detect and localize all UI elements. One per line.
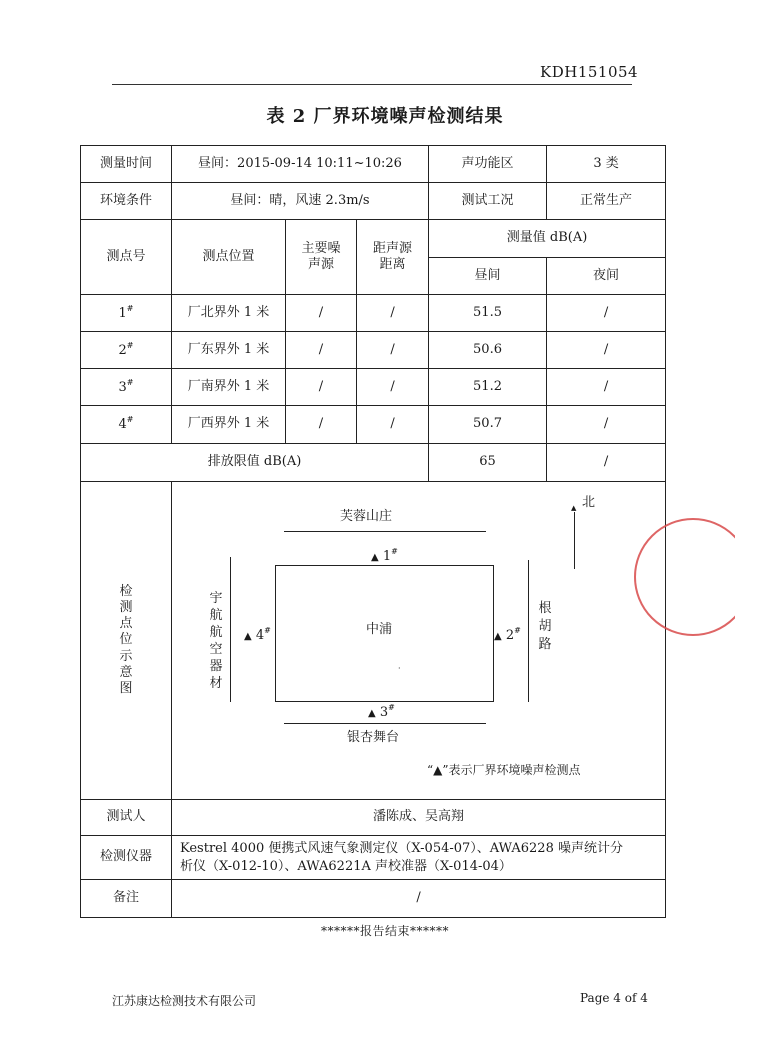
- col-head-distance-a: 距声源: [373, 240, 413, 256]
- col-head-distance-b: 距离: [379, 257, 406, 272]
- diagram-legend: “▲”表示厂界环境噪声检测点: [427, 763, 581, 777]
- point-day-value: 50.6: [429, 332, 547, 369]
- point-day-value: 51.2: [429, 369, 547, 406]
- col-head-night: 夜间: [547, 258, 666, 295]
- measure-time-label: 测量时间: [81, 146, 172, 183]
- point-distance: /: [357, 332, 429, 369]
- point-no: 3#: [81, 369, 172, 406]
- table-row: [81, 332, 666, 369]
- limit-day-value: 65: [429, 444, 547, 482]
- remark-label: 备注: [81, 880, 172, 918]
- point-position: 厂西界外 1 米: [172, 406, 286, 444]
- col-head-source-b: 声源: [307, 257, 334, 272]
- factory-name: 中浦: [366, 622, 393, 637]
- col-head-position: 测点位置: [172, 220, 286, 295]
- point-night-value: /: [547, 332, 666, 369]
- center-dot: ·: [398, 664, 401, 673]
- point-source: /: [286, 332, 357, 369]
- point-distance: /: [357, 406, 429, 444]
- table-row: [81, 369, 666, 406]
- tester-value: 潘陈成、吴高翔: [172, 800, 666, 836]
- function-zone-label: 声功能区: [429, 146, 547, 183]
- table-row: [81, 406, 666, 444]
- page-title: 表 2 厂界环境噪声检测结果: [266, 106, 504, 127]
- col-head-distance: [357, 220, 429, 295]
- point-night-value: /: [547, 295, 666, 332]
- south-road-line: [284, 723, 486, 724]
- environment-value: 昼间：晴，风速 2.3m/s: [172, 183, 429, 220]
- instrument-value: [172, 836, 666, 880]
- east-road-line: [528, 560, 529, 702]
- col-head-day: 昼间: [429, 258, 547, 295]
- point-source: /: [286, 369, 357, 406]
- operation-label: 测试工况: [429, 183, 547, 220]
- noise-result-table: [80, 145, 666, 918]
- point-position: 厂北界外 1 米: [172, 295, 286, 332]
- point-position: 厂南界外 1 米: [172, 369, 286, 406]
- north-road-label: 芙蓉山庄: [340, 509, 393, 524]
- limit-label: 排放限值 dB(A): [81, 444, 429, 482]
- north-label: 北: [582, 495, 596, 510]
- table-row: [81, 295, 666, 332]
- site-diagram-cell: [172, 482, 666, 800]
- point-night-value: /: [547, 406, 666, 444]
- diagram-label: 检 测 点 位 示 意 图: [81, 482, 172, 800]
- point-no: 1#: [81, 295, 172, 332]
- company-name: 江苏康达检测技术有限公司: [112, 994, 257, 1008]
- page-number: Page 4 of 4: [580, 991, 648, 1005]
- south-road-label: 银杏舞台: [347, 730, 400, 745]
- point-source: /: [286, 295, 357, 332]
- point-day-value: 51.5: [429, 295, 547, 332]
- measure-time-value: 昼间：2015-09-14 10:11~10:26: [172, 146, 429, 183]
- point-night-value: /: [547, 369, 666, 406]
- remark-value: /: [172, 880, 666, 918]
- north-road-line: [284, 531, 486, 532]
- point-3-marker: ▲ 3#: [368, 703, 395, 720]
- north-arrow-head: ▲: [571, 504, 577, 512]
- point-no: 4#: [81, 406, 172, 444]
- col-head-source: [286, 220, 357, 295]
- point-2-marker: ▲ 2#: [494, 626, 521, 643]
- point-position: 厂东界外 1 米: [172, 332, 286, 369]
- company-stamp: [605, 515, 735, 645]
- tester-label: 测试人: [81, 800, 172, 836]
- col-head-point: 测点号: [81, 220, 172, 295]
- environment-label: 环境条件: [81, 183, 172, 220]
- col-head-measure: 测量值 dB(A): [429, 220, 666, 258]
- instrument-line-2: 析仪（X-012-10）、AWA6221A 声校准器（X-014-04）: [180, 858, 512, 874]
- point-distance: /: [357, 295, 429, 332]
- site-diagram: 芙蓉山庄 ▲ 1# 中浦 · 宇 航 航 空 器 材 ▲ 4# ▲ 2# 根 胡 路 ▲ 北 ▲ 3# 银杏舞台 “▲”表示厂界环境噪声检测点: [209, 495, 596, 777]
- operation-value: 正常生产: [547, 183, 666, 220]
- report-number: KDH151054: [540, 63, 639, 81]
- point-source: /: [286, 406, 357, 444]
- point-1-marker: ▲ 1#: [371, 547, 398, 564]
- point-distance: /: [357, 369, 429, 406]
- instrument-label: 检测仪器: [81, 836, 172, 880]
- point-4-marker: ▲ 4#: [244, 626, 271, 643]
- west-road-line: [230, 557, 231, 702]
- function-zone-value: 3 类: [547, 146, 666, 183]
- north-arrow-shaft: [574, 512, 575, 569]
- header-rule: [112, 84, 632, 85]
- point-day-value: 50.7: [429, 406, 547, 444]
- report-end-mark: ******报告结束******: [320, 924, 449, 938]
- col-head-source-a: 主要噪: [301, 240, 341, 256]
- limit-night-value: /: [547, 444, 666, 482]
- point-no: 2#: [81, 332, 172, 369]
- instrument-line-1: Kestrel 4000 便携式风速气象测定仪（X-054-07）、AWA6228 噪声统计分: [180, 840, 623, 856]
